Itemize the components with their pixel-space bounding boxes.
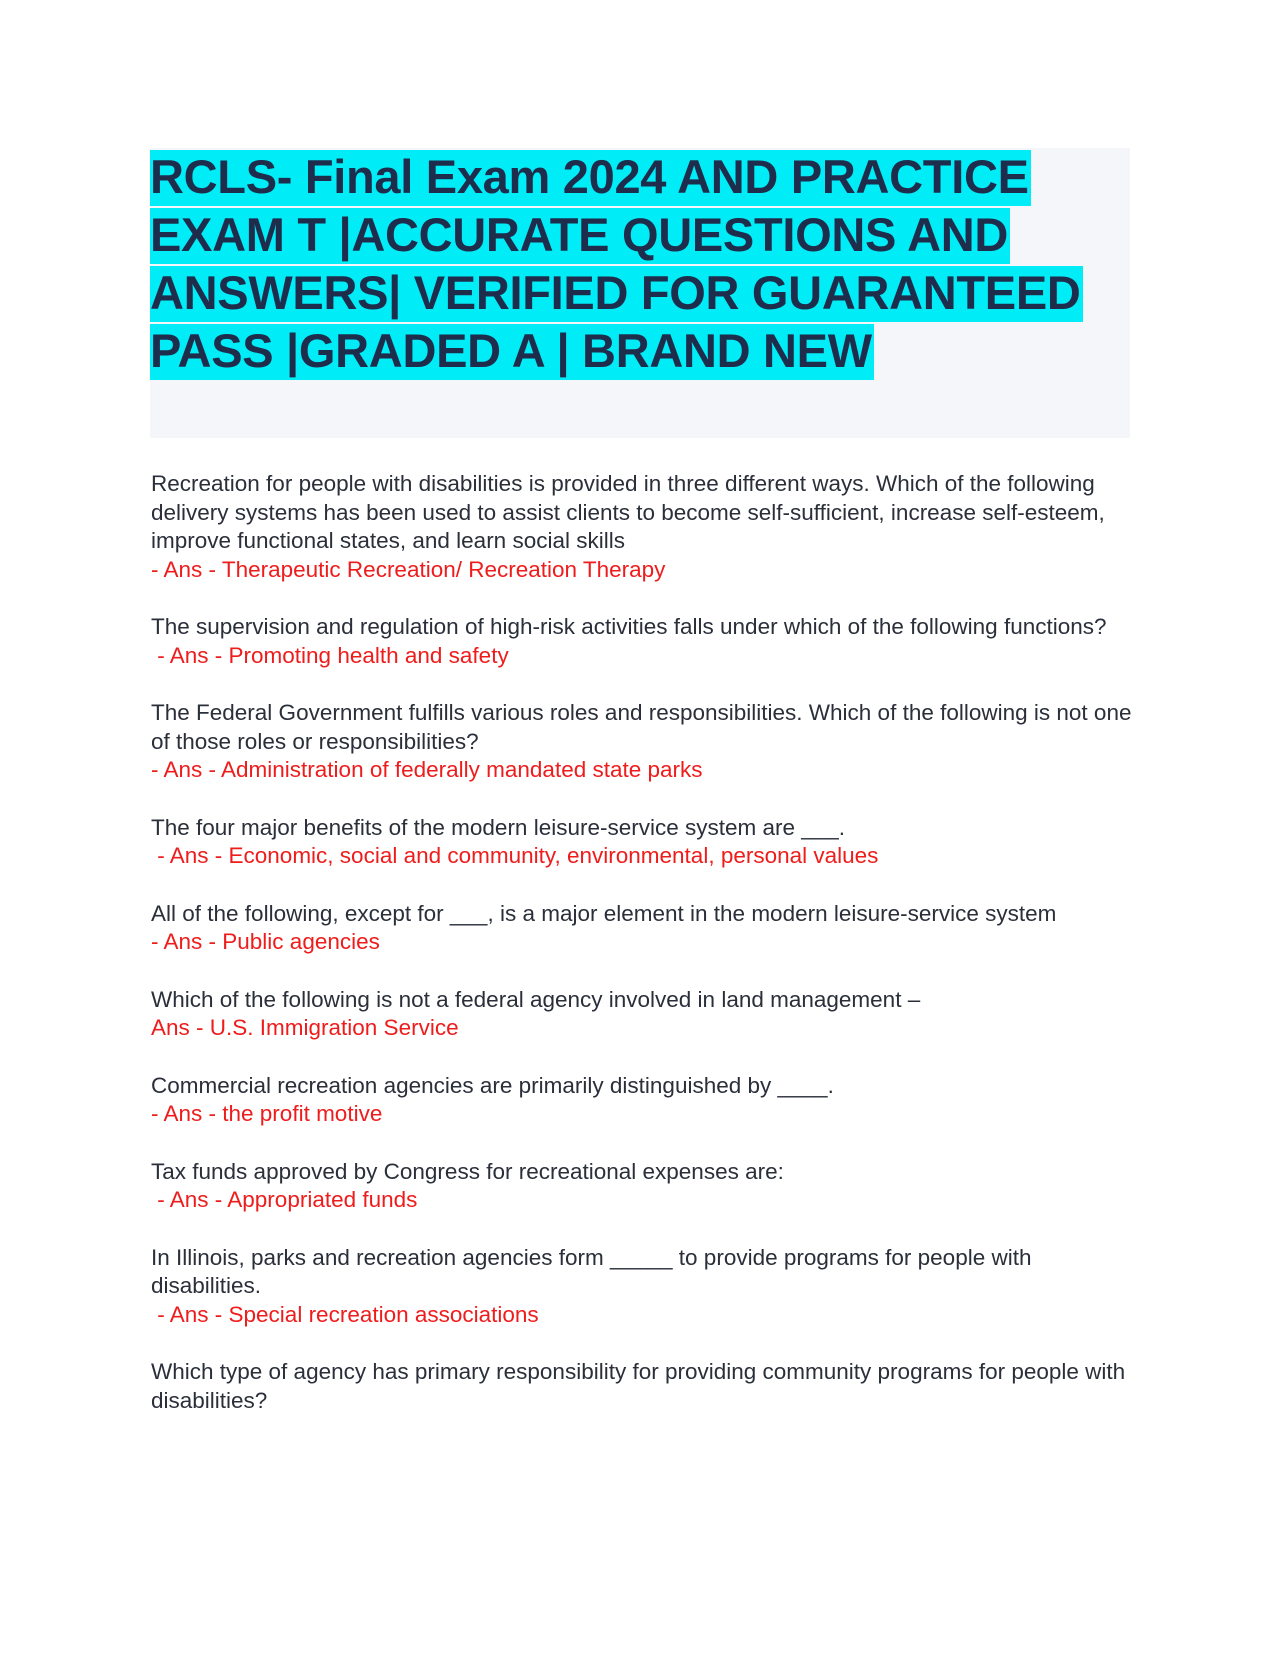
answer-text: - Ans - Administration of federally mandated state parks (151, 757, 703, 782)
answer-text: - Ans - the profit motive (151, 1101, 383, 1126)
answer-text: Ans - U.S. Immigration Service (151, 1015, 459, 1040)
qa-item (151, 1244, 1141, 1330)
question-text: The four major benefits of the modern leisure-service system are ___. (151, 814, 846, 840)
question-text: Recreation for people with disabilities is provided in three different ways. Which of the following delivery systems has been used to assist clients to become self-sufficient, increase self-esteem, improve functional states, and learn social skills (151, 471, 1105, 553)
qa-item (151, 1158, 1141, 1215)
title-block (150, 148, 1130, 438)
answer-text: - Ans - Appropriated funds (151, 1187, 418, 1212)
answer-text: - Ans - Economic, social and community, environmental, personal values (151, 843, 879, 868)
answer-text: - Ans - Public agencies (151, 929, 380, 954)
question-text: In Illinois, parks and recreation agencies form _____ to provide programs for people with disabilities. (151, 1244, 1032, 1298)
qa-item (151, 470, 1141, 584)
question-text: All of the following, except for ___, is a major element in the modern leisure-service system (151, 900, 1057, 926)
title-highlight: RCLS- Final Exam 2024 AND PRACTICE EXAM T |ACCURATE QUESTIONS AND ANSWERS| VERIFIED FOR GUARANTEED PASS |GRADED A | BRAND NEW (150, 150, 1083, 380)
qa-item (151, 613, 1141, 670)
qa-list (151, 470, 1141, 1444)
qa-item (151, 1072, 1141, 1129)
answer-text: - Ans - Therapeutic Recreation/ Recreation Therapy (151, 556, 666, 582)
answer-text: - Ans - Special recreation associations (151, 1301, 539, 1327)
qa-item (151, 699, 1141, 785)
answer-text: - Ans - Promoting health and safety (151, 642, 509, 668)
question-text: The Federal Government fulfills various roles and responsibilities. Which of the following is not one of those roles or responsibilities? (151, 700, 1132, 754)
question-text: Which type of agency has primary responsibility for providing community programs for people with disabilities? (151, 1359, 1126, 1413)
question-text: Commercial recreation agencies are primarily distinguished by ____. (151, 1072, 834, 1098)
question-text: The supervision and regulation of high-risk activities falls under which of the following functions? (151, 614, 1107, 639)
qa-item (151, 814, 1141, 871)
question-text: Which of the following is not a federal agency involved in land management – (151, 986, 921, 1012)
qa-item (151, 986, 1141, 1043)
qa-item (151, 900, 1141, 957)
qa-item (151, 1358, 1141, 1415)
document-title (150, 148, 1130, 380)
question-text: Tax funds approved by Congress for recreational expenses are: (151, 1158, 784, 1184)
